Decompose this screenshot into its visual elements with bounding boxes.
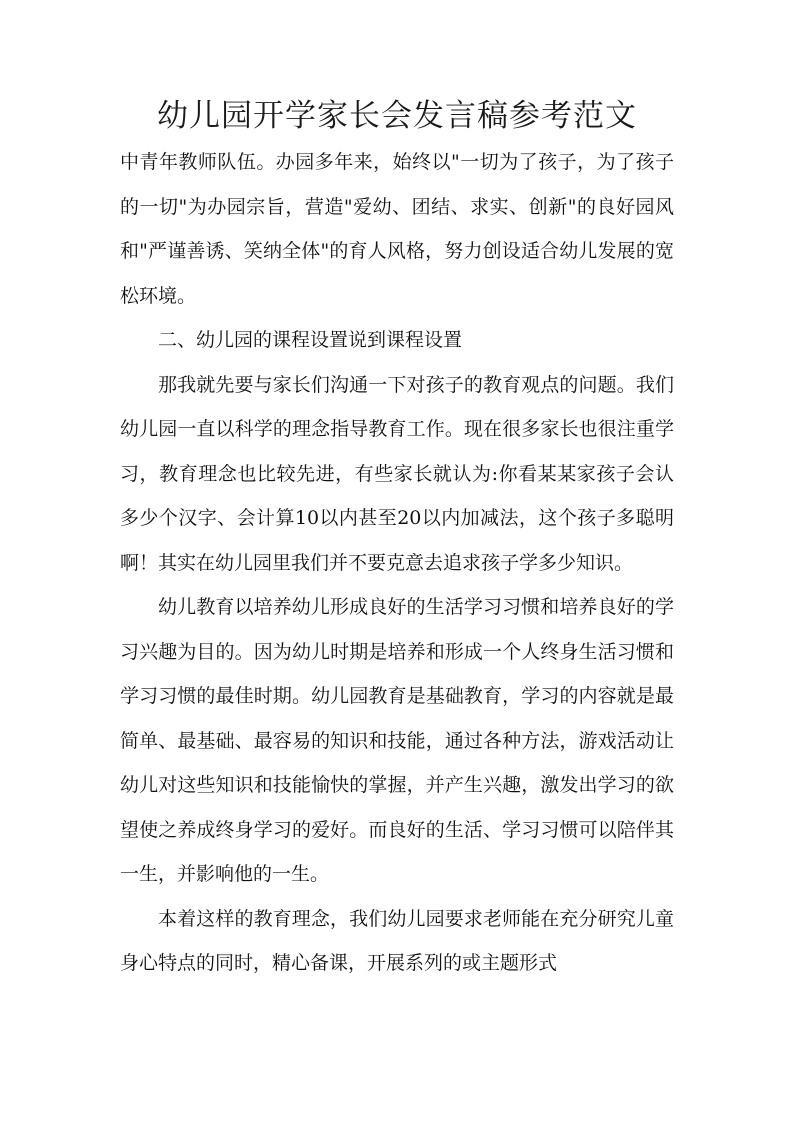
paragraph-education-views: 那我就先要与家长们沟通一下对孩子的教育观点的问题。我们幼儿园一直以科学的理念指导教育工作。现在很多家长也很注重学习，教育理念也比较先进，有些家长就认为:你看某某家孩子会认多少个汉字、会计算10以内甚至20以内加减法，这个孩子多聪明啊！其实在幼儿园里我们并不要克意去追求孩子学多少知识。 (120, 373, 674, 574)
document-body (120, 140, 674, 986)
document-title: 幼儿园开学家长会发言稿参考范文 (157, 98, 637, 134)
section-heading-curriculum: 二、幼儿园的课程设置说到课程设置 (158, 329, 463, 351)
paragraph-early-education-goals: 幼儿教育以培养幼儿形成良好的生活学习习惯和培养良好的学习兴趣为目的。因为幼儿时期是培养和形成一个人终身生活习惯和学习习惯的最佳时期。幼儿园教育是基础教育，学习的内容就是最简单、最基础、最容易的知识和技能，通过各种方法，游戏活动让幼儿对这些知识和技能愉快的掌握，并产生兴趣，激发出学习的欲望使之养成终身学习的爱好。而良好的生活、学习习惯可以陪伴其一生，并影响他的一生。 (120, 596, 674, 885)
paragraph-continuation: 中青年教师队伍。办园多年来，始终以"一切为了孩子，为了孩子的一切"为办园宗旨，营造"爱幼、团结、求实、创新"的良好园风和"严谨善诱、笑纳全体"的育人风格，努力创设适合幼儿发展的宽松环境。 (120, 151, 674, 307)
paragraph-teaching-requirements: 本着这样的教育理念，我们幼儿园要求老师能在充分研究儿童身心特点的同时，精心备课，开展系列的或主题形式 (120, 907, 674, 974)
